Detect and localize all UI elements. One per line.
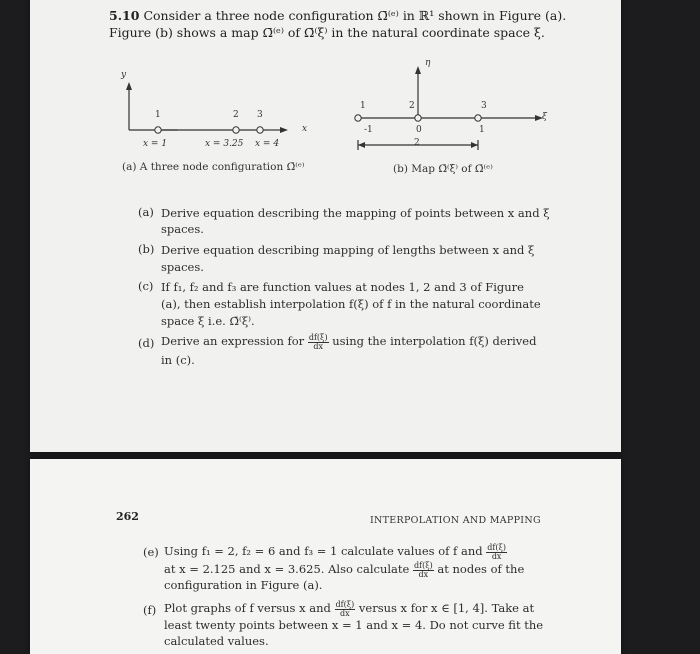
q-d-deriv-den: dx	[313, 341, 324, 351]
q-d-line-1	[161, 333, 536, 351]
q-d-post: using the interpolation f(ξ) derived	[332, 334, 537, 348]
fig-b-node-num-3: 3	[481, 101, 487, 111]
q-f-line-1-post: versus x for x ∈ [1, 4]. Take at	[358, 601, 535, 615]
fig-a-y-label: y	[121, 70, 127, 80]
fig-b-xi-val-1: -1	[364, 125, 373, 135]
fig-b-xi-val-3: 1	[479, 125, 485, 135]
problem-line-1	[109, 8, 566, 23]
q-f-line-1-pre: Plot graphs of f versus x and	[164, 601, 331, 615]
fig-a-caption: (a) A three node configuration Ω̄⁽ᵉ⁾	[122, 161, 305, 173]
q-b-line-1: Derive equation describing mapping of lengths between x and ξ	[161, 243, 535, 257]
page-bottom	[30, 459, 621, 654]
q-d-deriv-num: df(ξ)	[308, 332, 328, 342]
fig-a-coord-1: x = 1	[143, 139, 168, 149]
q-f-line-1	[164, 600, 534, 618]
fig-b-node-num-2: 2	[409, 101, 415, 111]
q-e-line-3: configuration in Figure (a).	[164, 578, 323, 592]
q-e-line-2-post: at nodes of the	[437, 562, 525, 576]
node-b-2	[415, 115, 421, 121]
q-e-label: (e)	[143, 545, 159, 559]
fig-a-node-num-1: 1	[155, 110, 161, 120]
x-axis-arrowhead	[280, 127, 288, 133]
eta-axis-arrowhead	[415, 66, 421, 74]
q-d-label: (d)	[138, 336, 155, 350]
q-f-deriv-den: dx	[340, 608, 350, 618]
q-c-line-1: If f₁, f₂ and f₃ are function values at nodes 1, 2 and 3 of Figure	[161, 280, 524, 294]
fig-b-xi-val-2: 0	[416, 125, 422, 135]
fig-b-node-num-1: 1	[360, 101, 366, 111]
q-d-line-2: in (c).	[161, 353, 195, 367]
problem-number: 5.10	[109, 8, 140, 23]
problem-text-1: Consider a three node configuration Ω̄⁽ᵉ⁾ in ℝ¹ shown in Figure (a).	[143, 8, 567, 23]
q-d-derivative	[308, 334, 329, 351]
fig-b-caption: (b) Map Ω̄⁽ξ⁾ of Ω̄⁽ᵉ⁾	[393, 163, 493, 175]
node-a-1	[155, 127, 161, 133]
length-arrow-left	[358, 142, 365, 148]
q-e-deriv1-num: df(ξ)	[487, 542, 506, 552]
problem-line-2: Figure (b) shows a map Ω̄⁽ᵉ⁾ of Ω̄⁽ξ⁾ in the natural coordinate space ξ.	[109, 25, 545, 40]
q-d-pre: Derive an expression for	[161, 334, 305, 348]
fig-a-node-num-2: 2	[233, 110, 239, 120]
node-a-3	[257, 127, 263, 133]
q-e-line-2	[164, 561, 524, 579]
q-e-line-2-pre: at x = 2.125 and x = 3.625. Also calculate	[164, 562, 410, 576]
node-a-2	[233, 127, 239, 133]
running-head: INTERPOLATION AND MAPPING	[370, 515, 541, 526]
q-e-deriv2-num: df(ξ)	[414, 560, 433, 570]
q-e-derivative-2	[413, 562, 434, 579]
q-f-label: (f)	[143, 603, 157, 617]
q-b-label: (b)	[138, 242, 155, 256]
q-a-label: (a)	[138, 205, 154, 219]
fig-b-xi-label: ξ	[542, 112, 547, 122]
q-a-line-2: spaces.	[161, 222, 204, 236]
q-e-derivative-1	[486, 544, 507, 561]
node-b-1	[355, 115, 361, 121]
q-e-deriv1-den: dx	[491, 551, 502, 561]
q-e-line-1-text: Using f₁ = 2, f₂ = 6 and f₃ = 1 calculate values of f and	[164, 544, 483, 558]
fig-a-x-label: x	[302, 124, 308, 134]
fig-a-node-num-3: 3	[257, 110, 263, 120]
q-f-line-2: least twenty points between x = 1 and x = 4. Do not curve fit the	[164, 618, 544, 632]
q-c-line-3: space ξ i.e. Ω̄⁽ξ⁾.	[161, 314, 255, 328]
fig-a-coord-2: x = 3.25	[205, 139, 244, 149]
figure-b	[340, 60, 570, 160]
y-axis-arrowhead	[126, 82, 132, 90]
length-arrow-right	[471, 142, 478, 148]
q-c-line-2: (a), then establish interpolation f(ξ) of f in the natural coordinate	[161, 297, 541, 311]
q-f-derivative	[335, 601, 356, 618]
q-a-line-1: Derive equation describing the mapping of points between x and ξ	[161, 206, 550, 220]
page-number: 262	[116, 510, 139, 523]
page-top	[30, 0, 621, 452]
q-b-line-2: spaces.	[161, 260, 204, 274]
fig-b-eta-label: η	[425, 58, 431, 68]
q-f-line-3: calculated values.	[164, 634, 269, 648]
q-c-label: (c)	[138, 279, 154, 293]
fig-b-length-label: 2	[414, 138, 420, 148]
q-e-line-1	[164, 543, 507, 561]
fig-a-coord-3: x = 4	[255, 139, 280, 149]
q-f-deriv-num: df(ξ)	[335, 599, 355, 609]
q-e-deriv2-den: dx	[418, 569, 429, 579]
node-b-3	[475, 115, 481, 121]
